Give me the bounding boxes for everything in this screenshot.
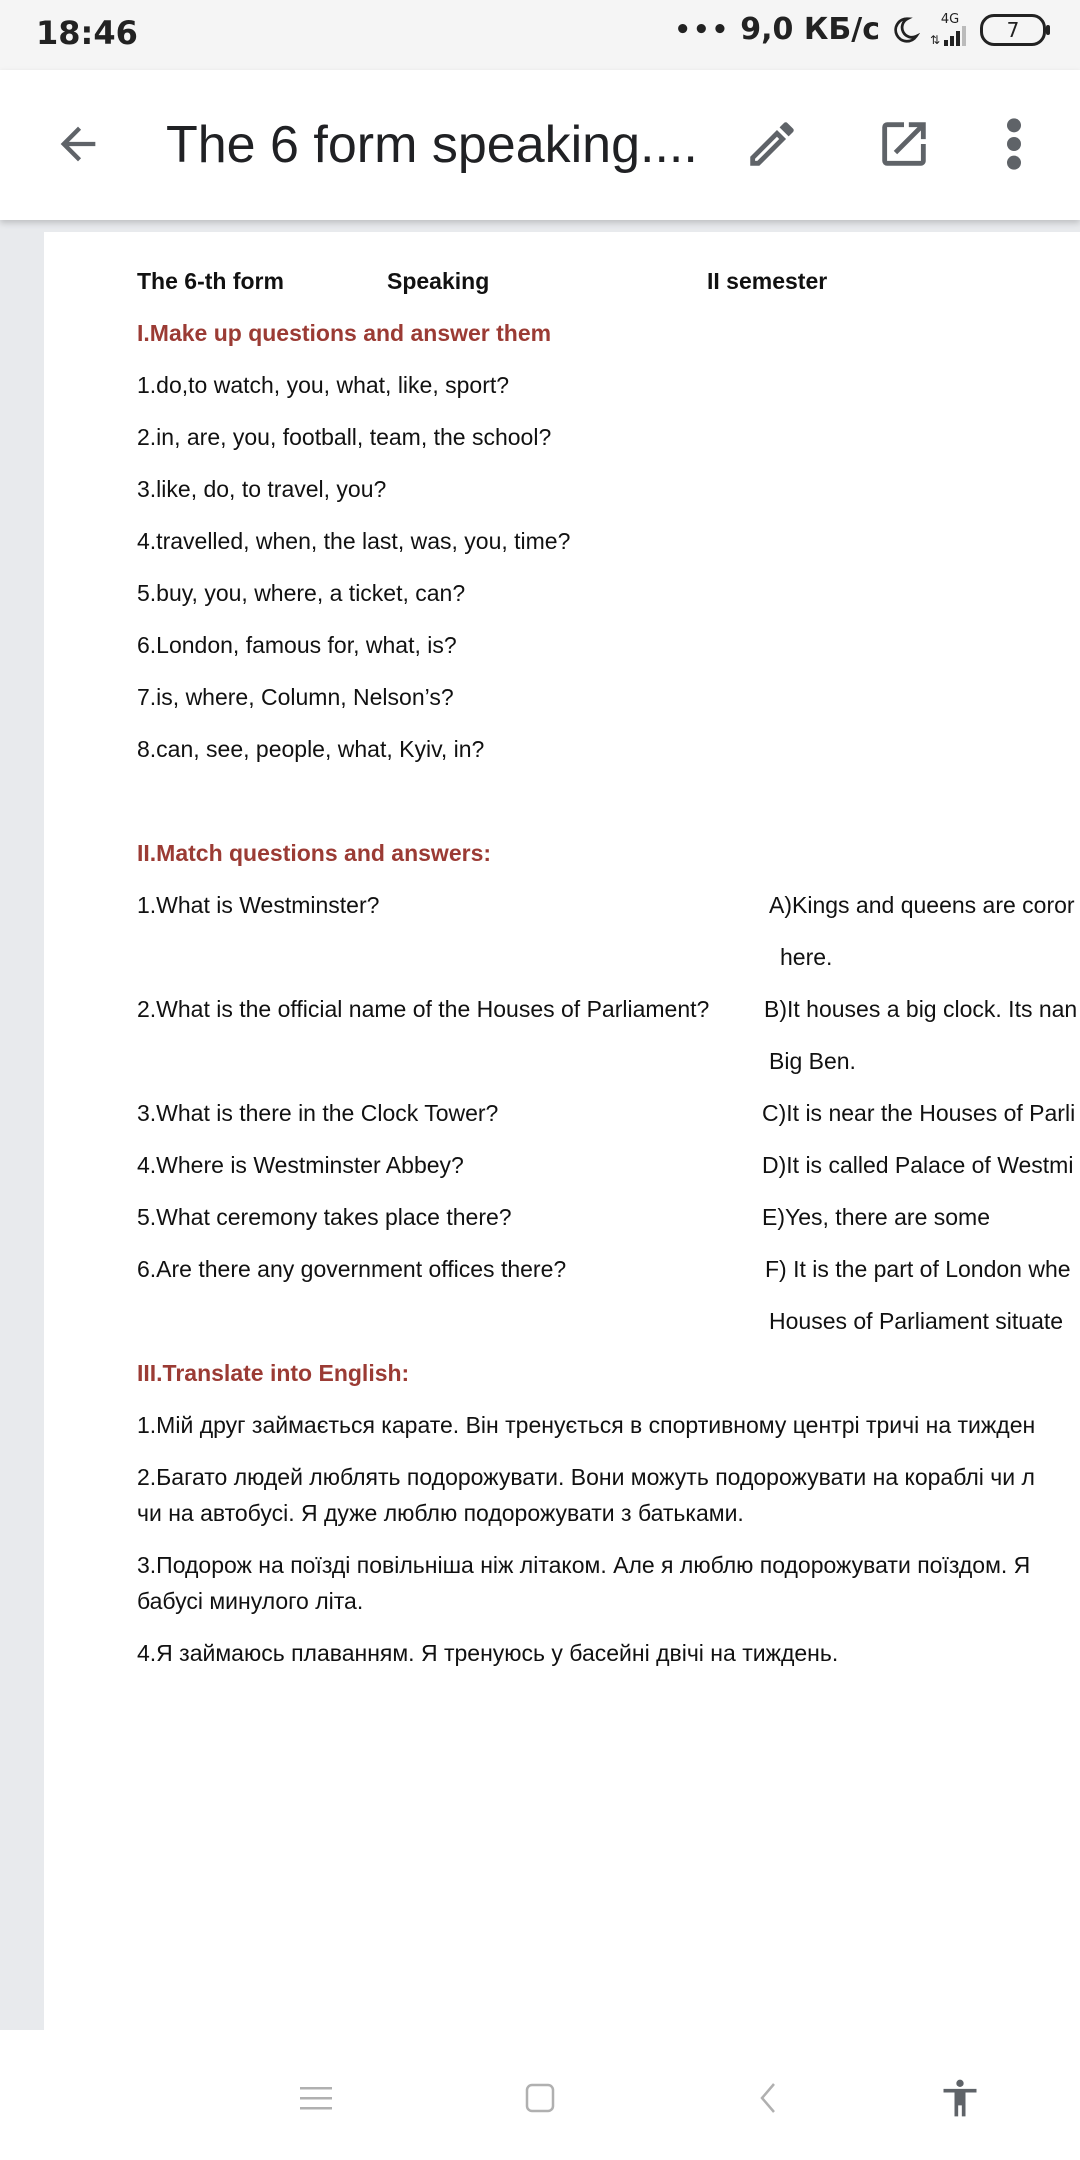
question-item: 2.What is the official name of the Houses of Parliament? bbox=[137, 996, 710, 1022]
back-arrow-icon bbox=[52, 118, 104, 170]
more-vert-icon bbox=[1004, 116, 1024, 172]
list-item: 8.can, see, people, what, Kyiv, in? bbox=[137, 736, 485, 762]
answer-item: E)Yes, there are some bbox=[762, 1204, 990, 1230]
translation-item: 2.Багато людей люблять подорожувати. Вони можуть подорожувати на кораблі чи л bbox=[137, 1464, 1035, 1490]
svg-text:⇅: ⇅ bbox=[930, 33, 941, 46]
list-item: 1.do,to watch, you, what, like, sport? bbox=[137, 372, 510, 398]
list-item: 7.is, where, Column, Nelson’s? bbox=[137, 684, 454, 710]
home-button[interactable] bbox=[510, 2068, 570, 2128]
translation-item: 4.Я займаюсь плаванням. Я тренуюсь у басейні двічі на тиждень. bbox=[137, 1640, 839, 1666]
menu-icon bbox=[298, 2083, 334, 2113]
translation-item: 1.Мій друг займається карате. Він тренується в спортивному центрі тричі на тижден bbox=[137, 1412, 1036, 1438]
answer-item: B)It houses a big clock. Its nan bbox=[764, 996, 1078, 1022]
answer-item: D)It is called Palace of Westmi bbox=[762, 1152, 1074, 1178]
open-in-new-icon bbox=[875, 115, 933, 173]
header-form: The 6-th form bbox=[137, 268, 284, 294]
answer-item: F) It is the part of London whe bbox=[765, 1256, 1071, 1282]
system-back-button[interactable] bbox=[738, 2068, 798, 2128]
system-navigation-bar bbox=[0, 2030, 1080, 2160]
notification-dots-icon: ••• bbox=[674, 14, 731, 45]
question-item: 6.Are there any government offices there? bbox=[137, 1256, 567, 1282]
translation-item-continued: бабусі минулого літа. bbox=[137, 1588, 364, 1614]
answer-item: A)Kings and queens are coror bbox=[769, 892, 1075, 918]
question-item: 3.What is there in the Clock Tower? bbox=[137, 1100, 499, 1126]
back-chevron-icon bbox=[756, 2080, 780, 2116]
menu-button[interactable] bbox=[286, 2068, 346, 2128]
network-speed: 9,0 КБ/с bbox=[740, 12, 880, 47]
status-bar bbox=[0, 0, 1080, 70]
document-page bbox=[44, 232, 1080, 2030]
section3-title: III.Translate into English: bbox=[137, 1360, 410, 1386]
translation-item: 3.Подорож на поїзді повільніша ніж літаком. Але я люблю подорожувати поїздом. Я bbox=[137, 1552, 1031, 1578]
question-item: 4.Where is Westminster Abbey? bbox=[137, 1152, 464, 1178]
answer-item: here. bbox=[780, 944, 833, 970]
answer-item: Houses of Parliament situate bbox=[769, 1308, 1064, 1334]
network-type-label: 4G bbox=[940, 12, 960, 27]
open-in-new-button[interactable] bbox=[866, 106, 942, 182]
question-item: 5.What ceremony takes place there? bbox=[137, 1204, 512, 1230]
list-item: 6.London, famous for, what, is? bbox=[137, 632, 457, 658]
list-item: 4.travelled, when, the last, was, you, time? bbox=[137, 528, 571, 554]
accessibility-button[interactable] bbox=[930, 2068, 990, 2128]
list-item: 5.buy, you, where, a ticket, can? bbox=[137, 580, 466, 606]
answer-item: C)It is near the Houses of Parli bbox=[762, 1100, 1076, 1126]
do-not-disturb-moon-icon bbox=[890, 15, 920, 45]
home-square-icon bbox=[524, 2082, 556, 2114]
pencil-icon bbox=[743, 115, 801, 173]
more-options-button[interactable] bbox=[986, 106, 1042, 182]
accessibility-icon bbox=[938, 2076, 982, 2120]
question-item: 1.What is Westminster? bbox=[137, 892, 380, 918]
status-indicators bbox=[674, 12, 1046, 47]
section1-title: I.Make up questions and answer them bbox=[137, 320, 552, 346]
document-title: The 6 form speaking.... bbox=[166, 116, 698, 174]
header-subject: Speaking bbox=[387, 268, 490, 294]
answer-item: Big Ben. bbox=[769, 1048, 856, 1074]
header-semester: II semester bbox=[707, 268, 828, 294]
battery-icon: 7 bbox=[980, 14, 1046, 46]
section2-title: II.Match questions and answers: bbox=[137, 840, 492, 866]
edit-button[interactable] bbox=[734, 106, 810, 182]
list-item: 3.like, do, to travel, you? bbox=[137, 476, 387, 502]
app-bar bbox=[0, 70, 1080, 220]
translation-item-continued: чи на автобусі. Я дуже люблю подорожувати з батьками. bbox=[137, 1500, 744, 1526]
status-time: 18:46 bbox=[36, 14, 138, 52]
signal-strength-icon bbox=[930, 26, 970, 46]
list-item: 2.in, are, you, football, team, the school? bbox=[137, 424, 552, 450]
network-type bbox=[930, 13, 970, 46]
back-button[interactable] bbox=[40, 106, 116, 182]
